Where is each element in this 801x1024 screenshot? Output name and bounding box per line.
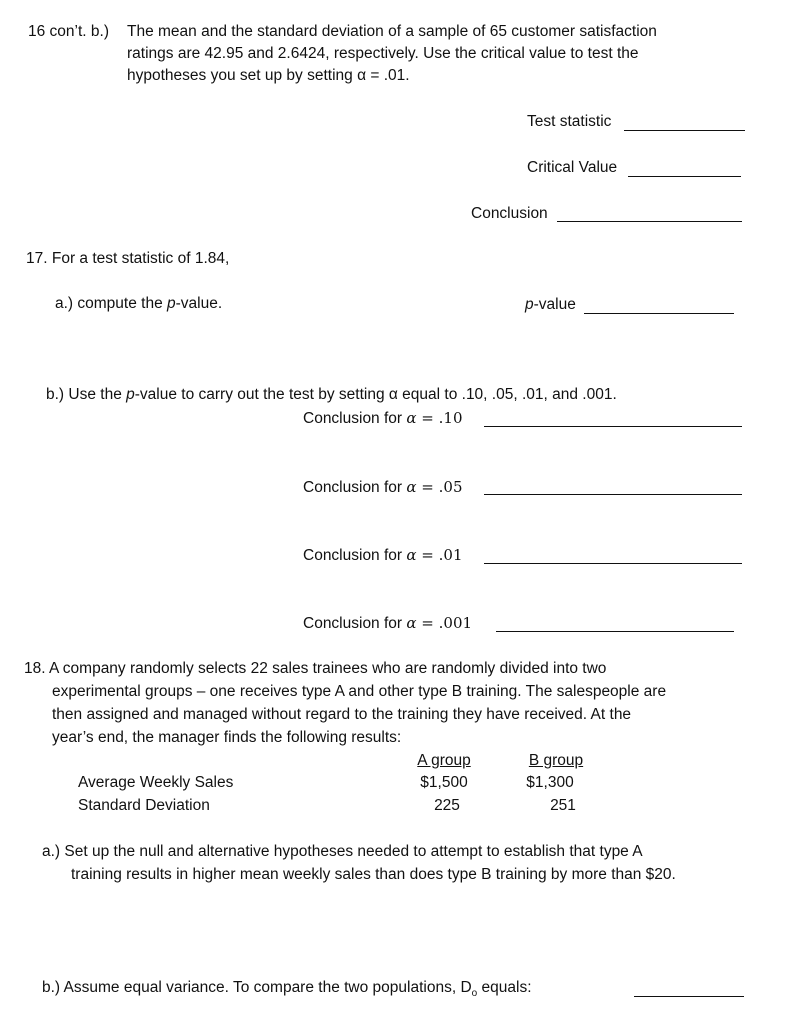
q18-text-line1: 18. A company randomly selects 22 sales trainees who are randomly divided into two — [24, 660, 607, 677]
q18-text-line3: then assigned and managed without regard to the training they have received. At the — [52, 706, 632, 723]
q17b-prompt: b.) Use the p-value to carry out the test by setting α equal to .10, .05, .01, and .001. — [46, 386, 617, 403]
q18b-prompt: b.) Assume equal variance. To compare the two populations, $D_o$ equals: — [42, 979, 532, 1000]
critical-value-label: Critical Value — [527, 159, 618, 176]
conclusion-alpha-001-label: Conclusion for α = .001 — [303, 614, 473, 632]
test-statistic-answer-line[interactable] — [624, 130, 745, 131]
col-header-b-group: B group — [528, 752, 584, 769]
conclusion-alpha-05-answer-line[interactable] — [484, 494, 742, 495]
q16-text-line1: The mean and the standard deviation of a sample of 65 customer satisfaction — [127, 23, 657, 40]
p-value-label: p-value — [525, 296, 576, 313]
p-value-answer-line[interactable] — [584, 313, 734, 314]
q16-conclusion-label: Conclusion — [471, 205, 548, 222]
q18a-line1: a.) Set up the null and alternative hypotheses needed to attempt to establish that type A — [42, 843, 643, 860]
q16-label: 16 con’t. b.) — [28, 23, 109, 40]
q16-text-line3: hypotheses you set up by setting α = .01. — [127, 67, 410, 84]
q18-text-line4: year’s end, the manager finds the following results: — [52, 729, 402, 746]
row-label-standard-deviation: Standard Deviation — [78, 797, 210, 814]
conclusion-alpha-001-answer-line[interactable] — [496, 631, 734, 632]
cell-a-standard-deviation: 225 — [434, 797, 460, 814]
col-header-a-group: A group — [417, 752, 471, 769]
cell-b-average-weekly-sales: $1,300 — [526, 774, 574, 791]
q17a-prompt: a.) compute the p-value. — [55, 295, 223, 312]
conclusion-alpha-01-answer-line[interactable] — [484, 563, 742, 564]
cell-b-standard-deviation: 251 — [550, 797, 576, 814]
conclusion-alpha-01-label: Conclusion for α = .01 — [303, 546, 463, 564]
q16-conclusion-answer-line[interactable] — [557, 221, 742, 222]
critical-value-answer-line[interactable] — [628, 176, 741, 177]
d0-answer-line[interactable] — [634, 996, 744, 997]
q17-intro: 17. For a test statistic of 1.84, — [26, 250, 230, 267]
q16-text-line2: ratings are 42.95 and 2.6424, respectively. Use the critical value to test the — [127, 45, 639, 62]
conclusion-alpha-05-label: Conclusion for α = .05 — [303, 478, 463, 496]
q18a-line2: training results in higher mean weekly sales than does type B training by more than $20. — [71, 866, 676, 883]
row-label-average-weekly-sales: Average Weekly Sales — [78, 774, 234, 791]
q18-text-line2: experimental groups – one receives type A and other type B training. The salespeople are — [52, 683, 667, 700]
conclusion-alpha-10-answer-line[interactable] — [484, 426, 742, 427]
test-statistic-label: Test statistic — [527, 113, 612, 130]
cell-a-average-weekly-sales: $1,500 — [420, 774, 468, 791]
conclusion-alpha-10-label: Conclusion for α = .10 — [303, 409, 463, 427]
